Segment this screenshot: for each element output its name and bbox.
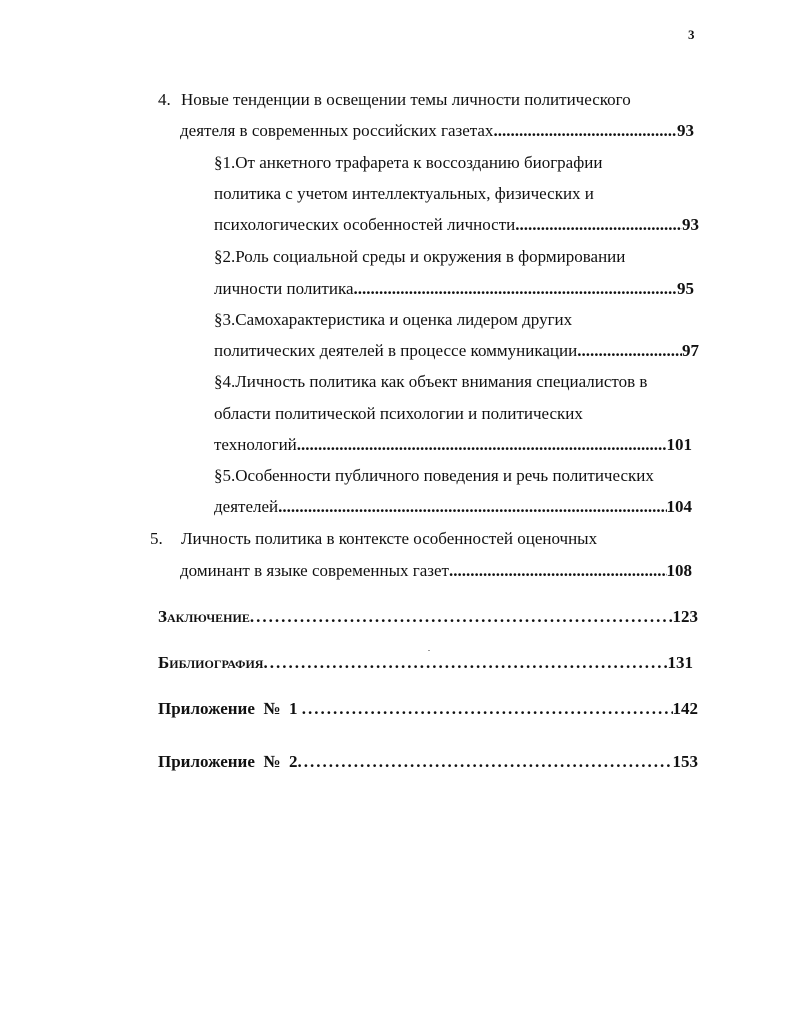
leader-dots: [263, 652, 667, 674]
chapter-5-entry[interactable]: [180, 560, 692, 582]
section-3-entry[interactable]: [214, 340, 699, 362]
leader-dots: [302, 698, 673, 720]
appendix-1-page: 142: [672, 699, 698, 718]
leader-dots: [297, 751, 672, 773]
section-1-line1: §1.От анкетного трафарета к воссозданию биографии: [214, 153, 603, 172]
section-1-line2: политика с учетом интеллектуальных, физических и: [214, 184, 594, 203]
section-5-entry[interactable]: [214, 496, 692, 518]
conclusion-page: 123: [672, 607, 698, 626]
section-1-line3: психологических особенностей личности: [214, 215, 516, 234]
section-4-line3: технологий: [214, 435, 297, 454]
section-4-line2: области политической психологии и политических: [214, 404, 583, 423]
conclusion-label: Заключение: [158, 607, 250, 626]
leader-dots: [493, 120, 677, 142]
page-number: 3: [688, 27, 695, 42]
leader-dots: [297, 434, 667, 456]
section-5-line1: §5.Особенности публичного поведения и речь политических: [214, 466, 654, 485]
section-5-line2: деятелей: [214, 497, 279, 516]
section-3-line1: §3.Самохарактеристика и оценка лидером других: [214, 310, 573, 329]
section-4-entry[interactable]: [214, 434, 692, 456]
section-3-line2: политических деятелей в процессе коммуникации: [214, 341, 578, 360]
chapter-5-title-line2: доминант в языке современных газет: [180, 561, 449, 580]
leader-dots: [250, 606, 673, 628]
section-2-line2: личности политика: [214, 279, 354, 298]
bibliography-label: Библиография: [158, 653, 264, 672]
section-1-entry[interactable]: [214, 214, 699, 236]
section-2-line1: §2.Роль социальной среды и окружения в формировании: [214, 247, 626, 266]
toc-appendix-2[interactable]: [158, 751, 698, 773]
section-3-page: 97: [682, 341, 699, 360]
chapter-4-heading: [158, 89, 631, 111]
section-1-page: 93: [682, 215, 699, 234]
chapter-4-title-line1: Новые тенденции в освещении темы личности политического: [181, 90, 631, 109]
appendix-1-label: Приложение № 1: [158, 699, 302, 718]
section-2-entry[interactable]: [214, 278, 694, 300]
chapter-4-number: 4.: [158, 90, 171, 109]
appendix-2-page: 153: [672, 752, 698, 771]
leader-dots: [515, 214, 682, 236]
bibliography-page: 131: [667, 653, 693, 672]
chapter-4-entry[interactable]: [180, 120, 694, 142]
chapter-5-title-line1: Личность политика в контексте особенностей оценочных: [181, 529, 598, 548]
leader-dots: [278, 496, 666, 518]
section-2-page: 95: [677, 279, 694, 298]
toc-appendix-1[interactable]: [158, 698, 698, 720]
chapter-5-page: 108: [666, 561, 692, 580]
leader-dots: [449, 560, 667, 582]
chapter-5-number: 5.: [150, 529, 163, 548]
chapter-5-heading: [150, 528, 597, 550]
scan-speck: [428, 650, 430, 651]
toc-conclusion[interactable]: [158, 606, 698, 628]
leader-dots: [577, 340, 682, 362]
section-5-page: 104: [666, 497, 692, 516]
section-4-page: 101: [666, 435, 692, 454]
appendix-2-label: Приложение № 2: [158, 752, 298, 771]
section-4-line1: §4.Личность политика как объект внимания специалистов в: [214, 372, 648, 391]
chapter-4-page: 93: [677, 121, 694, 140]
leader-dots: [354, 278, 677, 300]
chapter-4-title-line2: деятеля в современных российских газетах: [180, 121, 494, 140]
toc-bibliography[interactable]: [158, 652, 693, 674]
